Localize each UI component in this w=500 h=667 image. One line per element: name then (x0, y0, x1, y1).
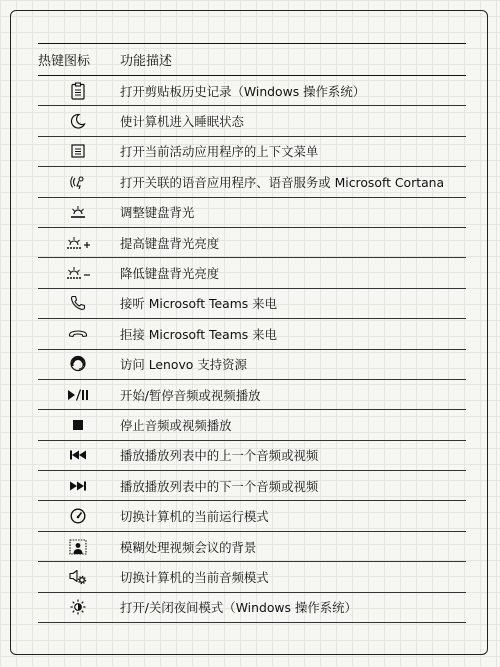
row-description: 访问 Lenovo 支持资源 (120, 357, 247, 373)
stop-icon (38, 419, 118, 431)
table-row (38, 106, 466, 136)
decline-call-icon (38, 329, 118, 339)
support-agent-icon (38, 355, 118, 373)
row-description: 打开剪贴板历史记录（Windows 操作系统） (120, 83, 366, 99)
row-description: 打开/关闭夜间模式（Windows 操作系统） (120, 600, 357, 616)
row-description: 接听 Microsoft Teams 来电 (120, 296, 277, 312)
backlight-down-icon (38, 266, 118, 280)
table-row (38, 593, 466, 623)
answer-call-icon (38, 295, 118, 311)
row-description: 拒接 Microsoft Teams 来电 (120, 326, 277, 342)
context-menu-icon (38, 144, 118, 158)
row-description: 停止音频或视频播放 (120, 417, 232, 433)
table-row (38, 137, 466, 167)
row-description: 打开当前活动应用程序的上下文菜单 (120, 144, 319, 160)
row-description: 播放播放列表中的上一个音频或视频 (120, 448, 319, 464)
backlight-up-icon (38, 236, 118, 250)
table-row (38, 471, 466, 501)
night-light-icon (38, 599, 118, 615)
row-description: 播放播放列表中的下一个音频或视频 (120, 478, 319, 494)
table-row (38, 441, 466, 471)
table-row (38, 228, 466, 258)
row-description: 使计算机进入睡眠状态 (120, 114, 244, 130)
row-description: 打开关联的语音应用程序、语音服务或 Microsoft Cortana (120, 174, 445, 190)
table-row (38, 289, 466, 319)
row-description: 模糊处理视频会议的背景 (120, 539, 257, 555)
audio-mode-icon (38, 569, 118, 585)
table-row (38, 532, 466, 562)
header-description-column: 功能描述 (120, 54, 173, 69)
row-description: 提高键盘背光亮度 (120, 235, 220, 251)
performance-mode-icon (38, 508, 118, 524)
table-row (38, 198, 466, 228)
row-description: 切换计算机的当前音频模式 (120, 569, 269, 585)
row-description: 调整键盘背光 (120, 205, 195, 221)
table-row (38, 501, 466, 531)
table-row (38, 76, 466, 106)
table-header (38, 43, 466, 76)
table-row (38, 410, 466, 440)
table-row (38, 562, 466, 592)
row-description: 降低键盘背光亮度 (120, 266, 220, 282)
row-description: 切换计算机的当前运行模式 (120, 509, 269, 525)
voice-assistant-icon (38, 174, 118, 190)
next-track-icon (38, 481, 118, 491)
hotkey-table (38, 43, 466, 623)
table-row (38, 167, 466, 197)
background-blur-icon (38, 539, 118, 555)
table-row (38, 350, 466, 380)
moon-icon (38, 113, 118, 129)
play-pause-icon (38, 389, 118, 401)
keyboard-backlight-icon (38, 205, 118, 219)
row-description: 开始/暂停音频或视频播放 (120, 387, 261, 403)
table-row (38, 319, 466, 349)
table-row (38, 380, 466, 410)
clipboard-icon (38, 82, 118, 100)
table-row (38, 258, 466, 288)
previous-track-icon (38, 450, 118, 460)
header-icon-column: 热键图标 (38, 54, 91, 69)
